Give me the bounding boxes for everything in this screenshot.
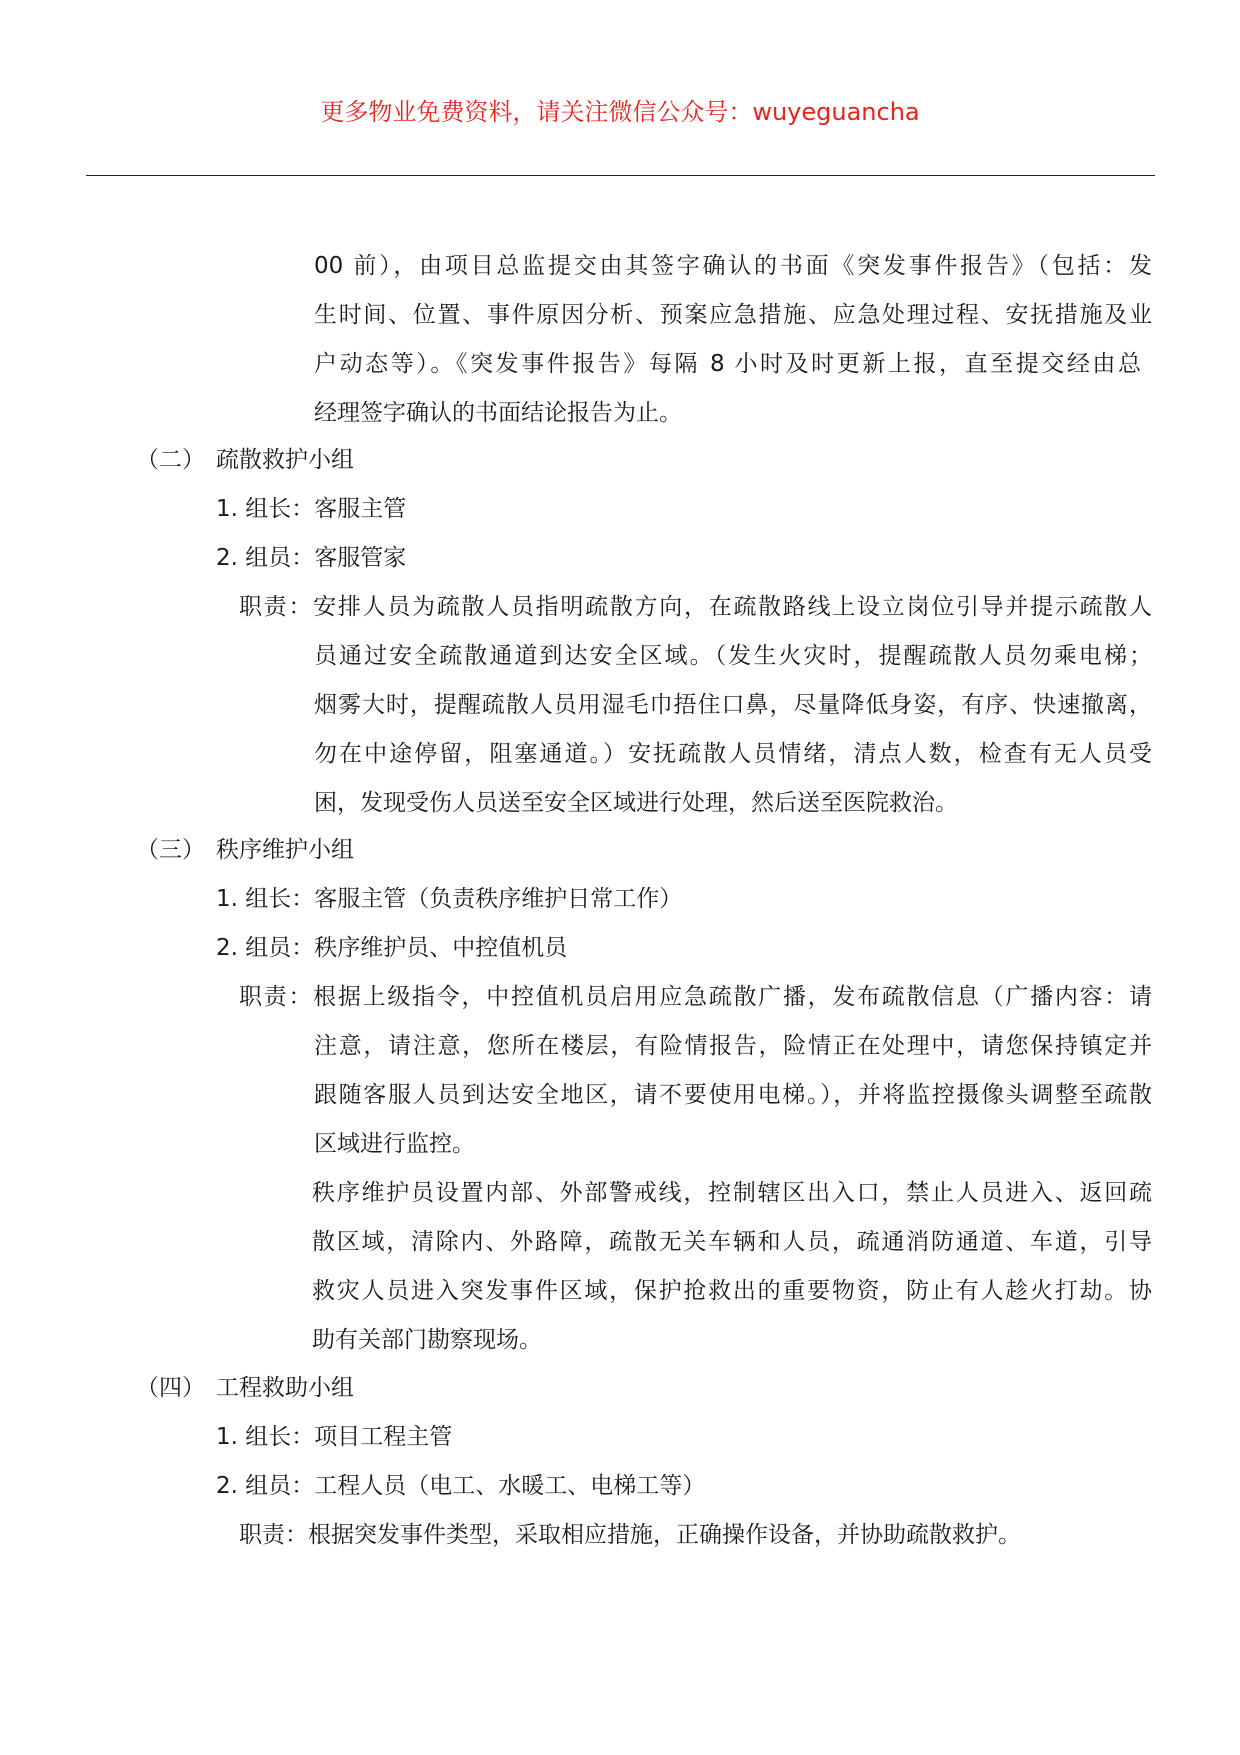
duties-line: 散区域，清除内、外路障，疏散无关车辆和人员，疏通消防通道、车道，引导 xyxy=(312,1229,1152,1255)
page-header-notice: 更多物业免费资料，请关注微信公众号：wuyeguancha xyxy=(320,98,920,126)
paragraph-line: 00 前），由项目总监提交由其签字确认的书面《突发事件报告》（包括：发 xyxy=(314,253,1152,279)
duties-line: 职责：安排人员为疏散人员指明疏散方向，在疏散路线上设立岗位引导并提示疏散人 xyxy=(239,594,1152,620)
duties-line: 员通过安全疏散通道到达安全区域。（发生火灾时，提醒疏散人员勿乘电梯； xyxy=(314,643,1152,669)
section-title: 工程救助小组 xyxy=(216,1375,354,1401)
duties-line: 秩序维护员设置内部、外部警戒线，控制辖区出入口，禁止人员进入、返回疏 xyxy=(312,1180,1152,1206)
paragraph-line: 经理签字确认的书面结论报告为止。 xyxy=(314,400,682,426)
duties-line: 注意，请注意，您所在楼层，有险情报告，险情正在处理中，请您保持镇定并 xyxy=(314,1033,1152,1059)
list-item-members: 2. 组员：工程人员（电工、水暖工、电梯工等） xyxy=(216,1473,706,1499)
section-title: 疏散救护小组 xyxy=(216,447,354,473)
duties-line: 救灾人员进入突发事件区域，保护抢救出的重要物资，防止有人趁火打劫。协 xyxy=(312,1278,1152,1304)
duties-line: 助有关部门勘察现场。 xyxy=(312,1327,542,1353)
section-number: （二） xyxy=(136,447,205,473)
section-number: （四） xyxy=(136,1375,205,1401)
duties-line: 烟雾大时，提醒疏散人员用湿毛巾捂住口鼻，尽量降低身姿，有序、快速撤离， xyxy=(314,692,1152,718)
header-divider xyxy=(86,175,1155,176)
duties-line: 跟随客服人员到达安全地区，请不要使用电梯。），并将监控摄像头调整至疏散 xyxy=(314,1082,1152,1108)
paragraph-line: 户动态等）。《突发事件报告》每隔 8 小时及时更新上报，直至提交经由总 xyxy=(314,351,1141,377)
list-item-leader: 1. 组长：项目工程主管 xyxy=(216,1424,453,1450)
list-item-leader: 1. 组长：客服主管（负责秩序维护日常工作） xyxy=(216,886,683,912)
section-number: （三） xyxy=(136,837,205,863)
list-item-members: 2. 组员：秩序维护员、中控值机员 xyxy=(216,935,568,961)
list-item-members: 2. 组员：客服管家 xyxy=(216,545,407,571)
duties-line: 困，发现受伤人员送至安全区域进行处理，然后送至医院救治。 xyxy=(314,790,958,816)
section-title: 秩序维护小组 xyxy=(216,837,354,863)
duties-line: 区域进行监控。 xyxy=(314,1131,475,1157)
paragraph-line: 生时间、位置、事件原因分析、预案应急措施、应急处理过程、安抚措施及业 xyxy=(314,302,1152,328)
duties-line: 职责：根据突发事件类型，采取相应措施，正确操作设备，并协助疏散救护。 xyxy=(239,1522,1021,1548)
duties-line: 职责：根据上级指令，中控值机员启用应急疏散广播，发布疏散信息（广播内容：请 xyxy=(239,984,1152,1010)
duties-line: 勿在中途停留，阻塞通道。）安抚疏散人员情绪，清点人数，检查有无人员受 xyxy=(314,741,1152,767)
list-item-leader: 1. 组长：客服主管 xyxy=(216,496,407,522)
